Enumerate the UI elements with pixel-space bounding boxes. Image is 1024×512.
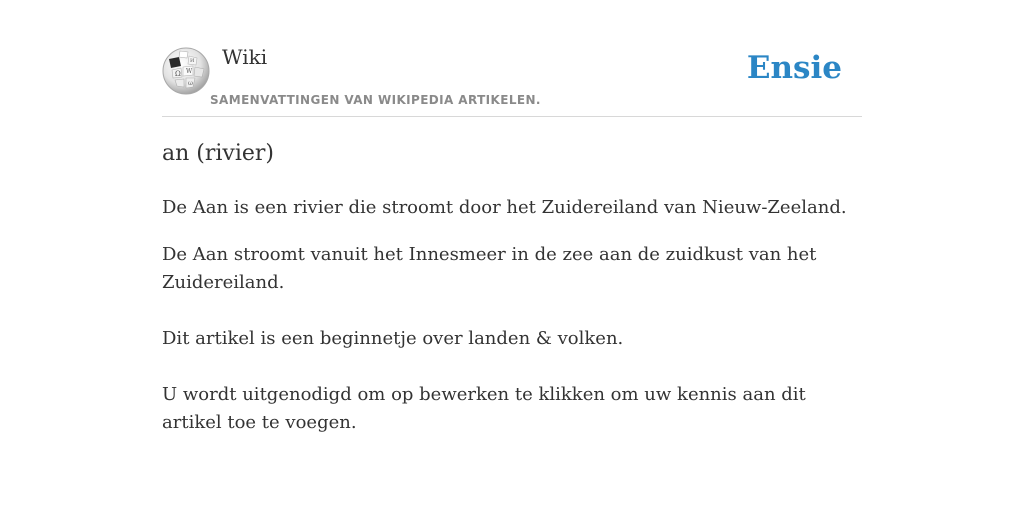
wikipedia-globe-icon[interactable] [162,47,210,95]
article-paragraph: Dit artikel is een beginnetje over landen & volken. [162,328,624,349]
svg-text:W: W [186,68,193,75]
site-header [162,40,862,117]
article-paragraph: De Aan stroomt vanuit het Innesmeer in de zee aan de zuidkust van het Zuidereiland. [162,244,817,293]
brand-title[interactable]: Wiki [222,45,268,69]
svg-text:ω: ω [188,80,193,87]
article-content [162,138,862,437]
svg-text:И: И [190,58,195,64]
article-paragraph: U wordt uitgenodigd om op bewerken te klikken om uw kennis aan dit artikel toe te voegen. [162,384,806,433]
ensie-site-link[interactable]: Ensie [746,50,842,86]
tagline: SAMENVATTINGEN VAN WIKIPEDIA ARTIKELEN. [210,93,541,107]
article-paragraph: De Aan is een rivier die stroomt door het Zuidereiland van Nieuw-Zeeland. [162,197,847,218]
article-title: an (rivier) [162,141,274,166]
svg-text:Ω: Ω [175,70,181,78]
